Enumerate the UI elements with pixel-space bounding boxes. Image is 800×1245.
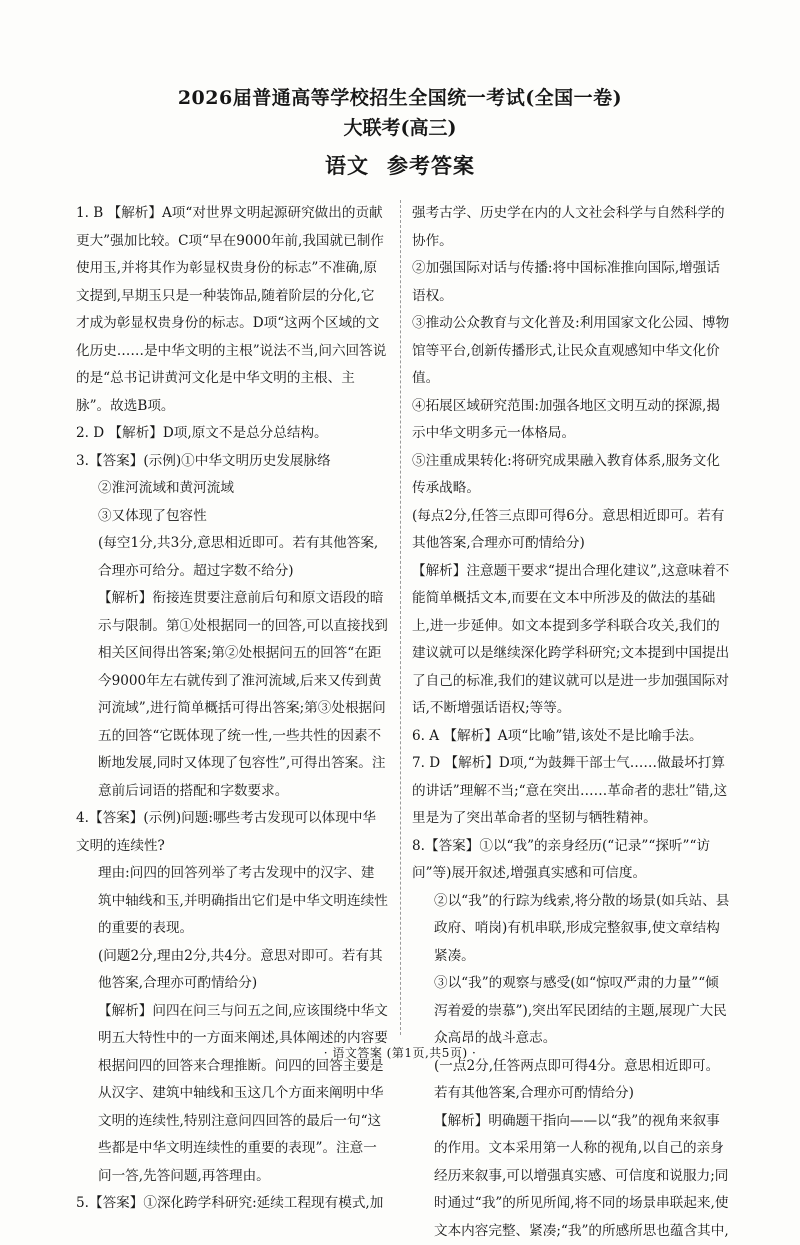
subject-label: 语文 xyxy=(325,153,369,178)
answer-q3-line3: ③又体现了包容性 xyxy=(76,503,388,531)
answer-q3-analysis: 【解析】衔接连贯要注意前后句和原文语段的暗示与限制。第①处根据同一的回答,可以直接找到相关区间得出答案;第②处根据问五的回答“在距今9000年左右就传到了淮河流域,后来又传到黄河流域”,进行简单概括可得出答案;第③处根据问五的回答“它既体现了统一性,一些共性的因素不断地发展,同时又体现了包容性”,可得出答案。注意前后词语的搭配和字数要求。 xyxy=(76,585,388,805)
answer-q8-point3: ③以“我”的观察与感受(如“惊叹严肃的力量”“倾泻着爱的崇慕”),突出军民团结的主题,展现广大民众高昂的战斗意志。 xyxy=(412,970,730,1053)
answer-q4-reason: 理由:问四的回答列举了考古发现中的汉字、建筑中轴线和玉,并明确指出它们是中华文明连续性的重要的表现。 xyxy=(76,860,388,943)
answer-q4-analysis: 【解析】问四在问三与问五之间,应该围绕中华文明五大特性中的一方面来阐述,具体阐述的内容要根据问四的回答来合理推断。问四的回答主要是从汉字、建筑中轴线和玉这几个方面来阐明中华文明的连续性,特别注意问四回答的最后一句“这些都是中华文明连续性的重要的表现”。注意一问一答,先答问题,再答理由。 xyxy=(76,998,388,1191)
answer-q5-cont: 强考古学、历史学在内的人文社会科学与自然科学的协作。 xyxy=(412,200,730,255)
answer-q8-scoring: (一点2分,任答两点即可得4分。意思相近即可。若有其他答案,合理亦可酌情给分) xyxy=(412,1053,730,1108)
answer-q8-point1: 8.【答案】①以“我”的亲身经历(“记录”“探听”“访问”等)展开叙述,增强真实感和可信度。 xyxy=(412,833,730,888)
answer-q8-point2: ②以“我”的行踪为线索,将分散的场景(如兵站、县政府、哨岗)有机串联,形成完整叙事,使文章结构紧凑。 xyxy=(412,888,730,971)
left-column xyxy=(76,200,388,1035)
heading-label: 参考答案 xyxy=(387,153,475,178)
answer-q4-question: 4.【答案】(示例)问题:哪些考古发现可以体现中华文明的连续性? xyxy=(76,805,388,860)
answer-q5-point4: ④拓展区域研究范围:加强各地区文明互动的探源,揭示中华文明多元一体格局。 xyxy=(412,393,730,448)
answer-q3-line1: 3.【答案】(示例)①中华文明历史发展脉络 xyxy=(76,448,388,476)
answer-q7: 7. D 【解析】D项,“为鼓舞干部士气……做最坏打算的讲话”理解不当;“意在突出……革命者的悲壮”错,这里是为了突出革命者的坚韧与牺牲精神。 xyxy=(412,750,730,833)
page-heading xyxy=(0,150,800,180)
answer-q5-analysis: 【解析】注意题干要求“提出合理化建议”,这意味着不能简单概括文本,而要在文本中所涉及的做法的基础上,进一步延伸。如文本提到多学科联合攻关,我们的建议就可以是继续深化跨学科研究;文本提到中国提出了自己的标准,我们的建议就可以是进一步加强国际对话,不断增强话语权;等等。 xyxy=(412,558,730,723)
exam-title: 2026届普通高等学校招生全国统一考试(全国一卷) xyxy=(0,83,800,110)
answer-q3-scoring: (每空1分,共3分,意思相近即可。若有其他答案,合理亦可给分。超过字数不给分) xyxy=(76,530,388,585)
answer-q1: 1. B 【解析】A项“对世界文明起源研究做出的贡献更大”强加比较。C项“早在9000年前,我国就已制作使用玉,并将其作为彰显权贵身份的标志”不准确,原文提到,早期玉只是一种装饰品,随着阶层的分化,它才成为彰显权贵身份的标志。D项“这两个区域的文化历史……是中华文明的主根”说法不当,问六回答说的是“总书记讲黄河文化是中华文明的主根、主脉”。故选B项。 xyxy=(76,200,388,420)
answer-q3-line2: ②淮河流域和黄河流域 xyxy=(76,475,388,503)
answer-q5-scoring: (每点2分,任答三点即可得6分。意思相近即可。若有其他答案,合理亦可酌情给分) xyxy=(412,503,730,558)
right-column xyxy=(412,200,730,1035)
answer-q5-point5: ⑤注重成果转化:将研究成果融入教育体系,服务文化传承战略。 xyxy=(412,448,730,503)
page-footer: · 语文答案 (第1页,共5页) · xyxy=(0,1044,800,1061)
column-divider xyxy=(400,200,401,1035)
answer-q8-analysis: 【解析】明确题干指向——以“我”的视角来叙事的作用。文本采用第一人称的视角,以自己的亲身经历来叙事,可以增强真实感、可信度和说服力;同时通过“我”的所见所闻,将不同的场景串联起来,使文本内容完整、紧凑;“我”的所感所思也蕴含其中, xyxy=(412,1108,730,1245)
exam-subtitle: 大联考(高三) xyxy=(0,113,800,140)
answer-q5-start: 5.【答案】①深化跨学科研究:延续工程现有模式,加 xyxy=(76,1190,388,1218)
answer-q4-scoring: (问题2分,理由2分,共4分。意思对即可。若有其他答案,合理亦可酌情给分) xyxy=(76,943,388,998)
answer-q5-point3: ③推动公众教育与文化普及:利用国家文化公园、博物馆等平台,创新传播形式,让民众直观感知中华文化价值。 xyxy=(412,310,730,393)
answer-q5-point2: ②加强国际对话与传播:将中国标准推向国际,增强话语权。 xyxy=(412,255,730,310)
answer-q2: 2. D 【解析】D项,原文不是总分总结构。 xyxy=(76,420,388,448)
answer-q6: 6. A 【解析】A项“比喻”错,该处不是比喻手法。 xyxy=(412,723,730,751)
